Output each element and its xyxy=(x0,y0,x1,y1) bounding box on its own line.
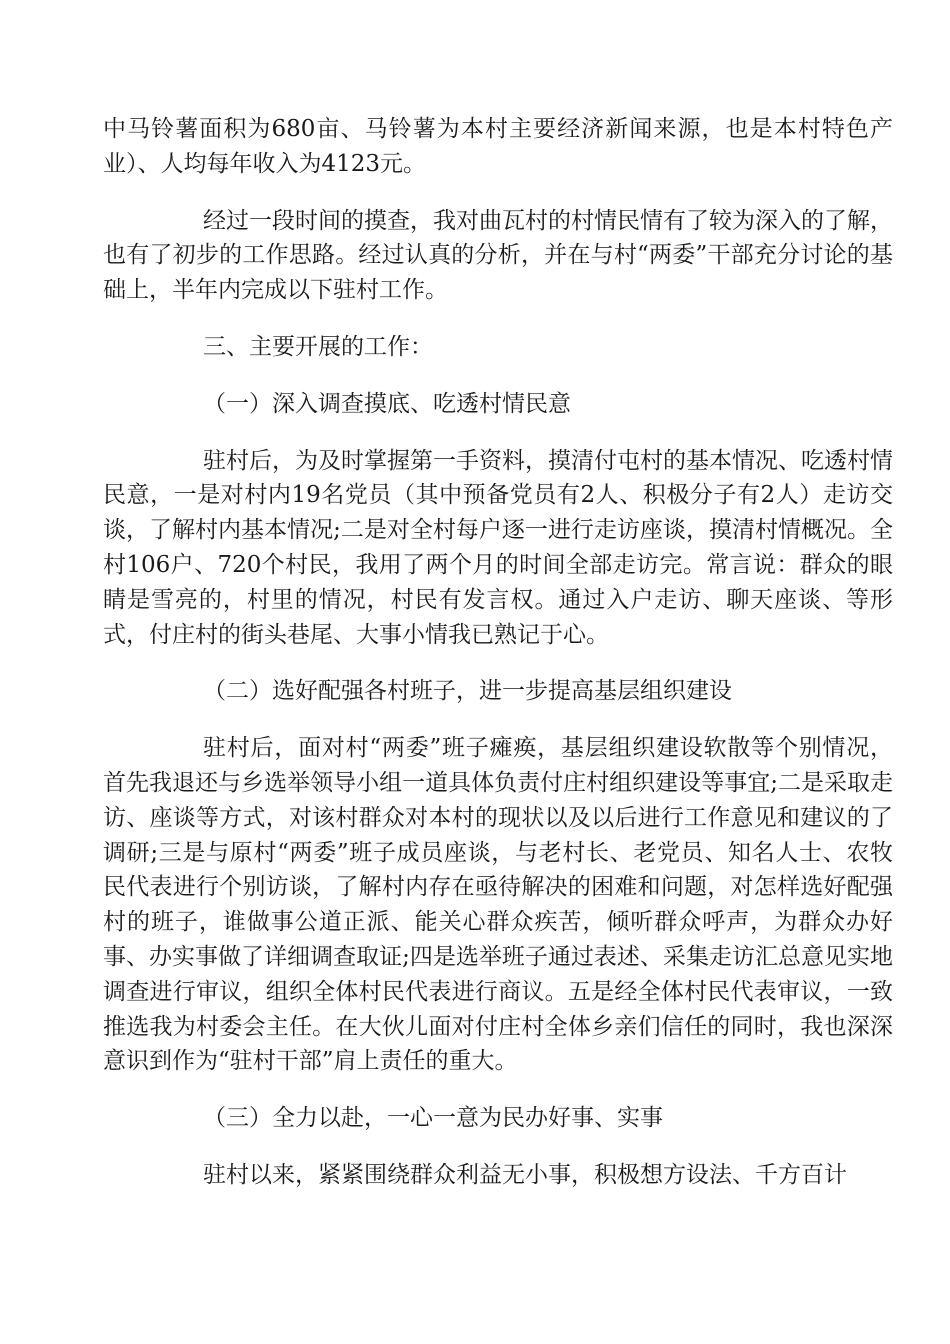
paragraph-practical-work: 驻村以来，紧紧围绕群众利益无小事，积极想方设法、千方百计 xyxy=(203,1161,847,1188)
paragraph-investigation: 经过一段时间的摸查，我对曲瓦村的村情民情有了较为深入的了解，也有了初步的工作思路。经过认真的分析，并在与村“两委”干部充分讨论的基础上，半年内完成以下驻村工作。 xyxy=(103,207,893,304)
subheading-practical-work: （三）全力以赴，一心一意为民办好事、实事 xyxy=(203,1105,663,1132)
subheading-organization: （二）选好配强各村班子，进一步提高基层组织建设 xyxy=(203,678,732,705)
paragraph-investigation-detail: 驻村后，为及时掌握第一手资料，摸清付屯村的基本情况、吃透村情民意，一是对村内19名党员（其中预备党员有2人、积极分子有2人）走访交谈，了解村内基本情况;二是对全村每户逐一进行走访座谈，摸清村情概况。全村106户、720个村民，我用了两个月的时间全部走访完。常言说：群众的眼睛是雪亮的，村里的情况，村民有发言权。通过入户走访、聊天座谈、等形式，付庄村的街头巷尾、大事小情我已熟记于心。 xyxy=(103,447,893,648)
subheading-investigation: （一）深入调查摸底、吃透村情民意 xyxy=(203,390,571,417)
section-heading-main-work: 三、主要开展的工作： xyxy=(203,333,433,360)
document-page xyxy=(103,112,893,1193)
paragraph-organization-detail: 驻村后，面对村“两委”班子瘫痪，基层组织建设软散等个别情况，首先我退还与乡选举领导小组一道具体负责付庄村组织建设等事宜;二是采取走访、座谈等方式，对该村群众对本村的现状以及以后进行工作意见和建议的了调研;三是与原村“两委”班子成员座谈，与老村长、老党员、知名人士、农牧民代表进行个别访谈，了解村内存在亟待解决的困难和问题，对怎样选好配强村的班子，谁做事公道正派、能关心群众疾苦，倾听群众呼声，为群众办好事、办实事做了详细调查取证;四是选举班子通过表述、采集走访汇总意见实地调查进行审议，组织全体村民代表进行商议。五是经全体村民代表审议，一致推选我为村委会主任。在大伙儿面对付庄村全体乡亲们信任的同时，我也深深意识到作为“驻村干部”肩上责任的重大。 xyxy=(103,735,893,1075)
paragraph-continued: 中马铃薯面积为680亩、马铃薯为本村主要经济新闻来源，也是本村特色产业）、人均每年收入为4123元。 xyxy=(103,116,893,177)
